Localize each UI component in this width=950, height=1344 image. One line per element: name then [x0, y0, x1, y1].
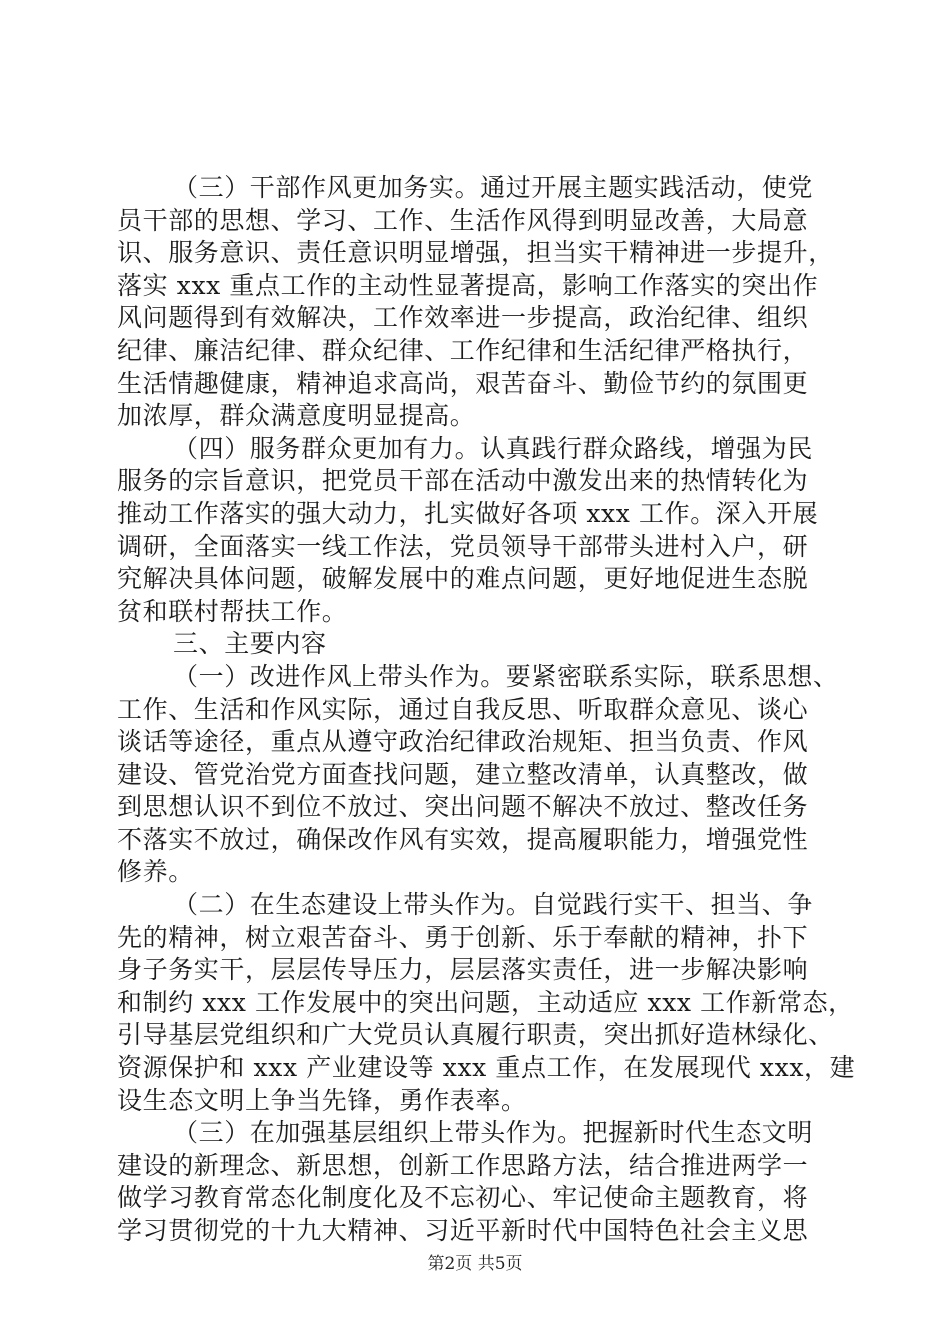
text-line: 资源保护和 xxx 产业建设等 xxx 重点工作，在发展现代 xxx，建 — [117, 1053, 856, 1083]
text-line: 到思想认识不到位不放过、突出问题不解决不放过、整改任务 — [117, 792, 809, 822]
text-line: 服务的宗旨意识，把党员干部在活动中激发出来的热情转化为 — [117, 466, 809, 496]
text-line: 身子务实干，层层传导压力，层层落实责任，进一步解决影响 — [117, 955, 809, 985]
text-line: 员干部的思想、学习、工作、生活作风得到明显改善，大局意 — [117, 205, 809, 235]
text-line: 设生态文明上争当先锋，勇作表率。 — [117, 1085, 527, 1115]
text-line: （一）改进作风上带头作为。要紧密联系实际，联系思想、 — [173, 661, 839, 691]
text-line: （三）在加强基层组织上带头作为。把握新时代生态文明 — [173, 1118, 814, 1148]
section-heading: 三、主要内容 — [173, 629, 327, 659]
text-line: 落实 xxx 重点工作的主动性显著提高，影响工作落实的突出作 — [117, 270, 819, 300]
text-line: 学习贯彻党的十九大精神、习近平新时代中国特色社会主义思 — [117, 1216, 809, 1245]
text-line: 纪律、廉洁纪律、群众纪律、工作纪律和生活纪律严格执行， — [117, 335, 809, 365]
text-line: 谈话等途径，重点从遵守政治纪律政治规矩、担当负责、作风 — [117, 727, 809, 757]
text-line: （二）在生态建设上带头作为。自觉践行实干、担当、争 — [173, 890, 814, 920]
text-line: 加浓厚，群众满意度明显提高。 — [117, 401, 476, 431]
text-line: （三）干部作风更加务实。通过开展主题实践活动，使党 — [173, 173, 814, 202]
text-line: 先的精神，树立艰苦奋斗、勇于创新、乐于奉献的精神，扑下 — [117, 922, 809, 952]
text-line: 推动工作落实的强大动力，扎实做好各项 xxx 工作。深入开展 — [117, 498, 819, 528]
text-line: 识、服务意识、责任意识明显增强，担当实干精神进一步提升， — [117, 238, 834, 268]
document-body — [117, 172, 856, 1248]
text-line: 究解决具体问题，破解发展中的难点问题，更好地促进生态脱 — [117, 564, 809, 594]
text-line: 做学习教育常态化制度化及不忘初心、牢记使命主题教育，将 — [117, 1183, 809, 1213]
text-line: 建设、管党治党方面查找问题，建立整改清单，认真整改，做 — [117, 759, 809, 789]
text-line: 建设的新理念、新思想，创新工作思路方法，结合推进两学一 — [117, 1150, 809, 1180]
text-line: 调研，全面落实一线工作法，党员领导干部带头进村入户，研 — [117, 531, 809, 561]
page-number-footer: 第2页 共5页 — [427, 1254, 523, 1274]
text-line: （四）服务群众更加有力。认真践行群众路线，增强为民 — [173, 433, 814, 463]
text-line: 贫和联村帮扶工作。 — [117, 596, 348, 626]
text-line: 不落实不放过，确保改作风有实效，提高履职能力，增强党性 — [117, 824, 809, 854]
text-line: 修养。 — [117, 857, 194, 887]
text-line: 工作、生活和作风实际，通过自我反思、听取群众意见、谈心 — [117, 694, 809, 724]
text-line: 生活情趣健康，精神追求高尚，艰苦奋斗、勤俭节约的氛围更 — [117, 368, 809, 398]
text-line: 和制约 xxx 工作发展中的突出问题，主动适应 xxx 工作新常态， — [117, 987, 854, 1017]
text-line: 风问题得到有效解决，工作效率进一步提高，政治纪律、组织 — [117, 303, 809, 333]
text-line: 引导基层党组织和广大党员认真履行职责，突出抓好造林绿化、 — [117, 1020, 834, 1050]
